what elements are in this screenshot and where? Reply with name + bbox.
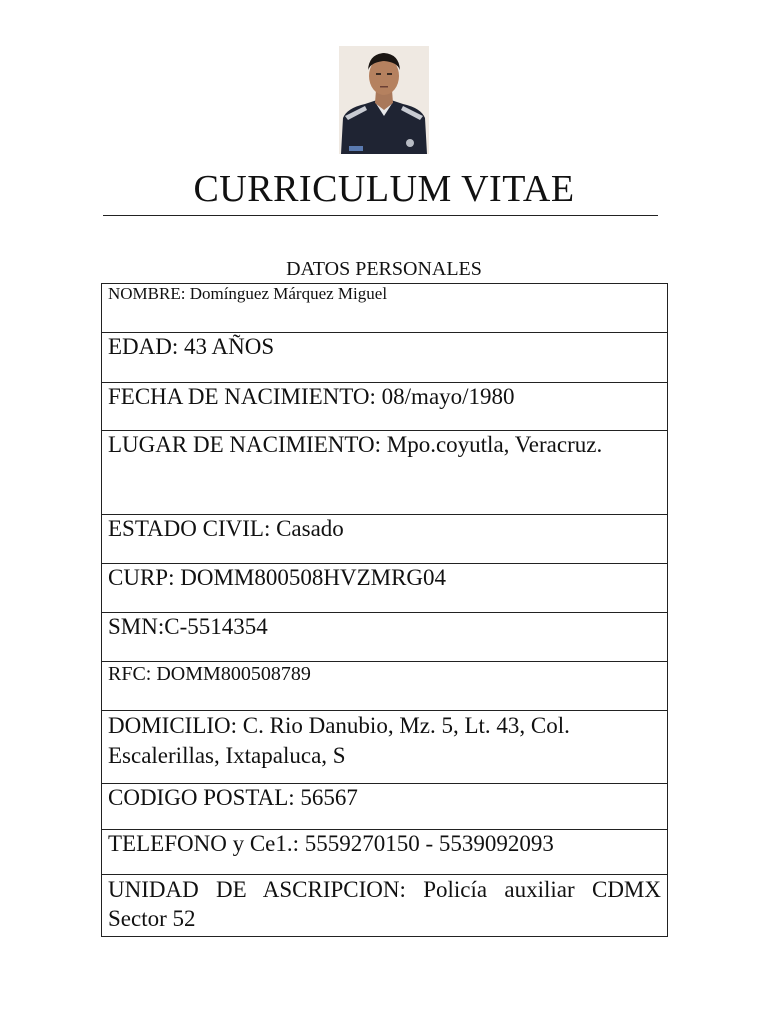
unidad-cell: UNIDAD DE ASCRIPCION: Policía auxiliar CDMX Sector 52 [102,875,668,937]
section-title: DATOS PERSONALES [286,258,482,280]
table-row-estado-civil [102,515,668,564]
table-row-lugar-nacimiento [102,431,668,515]
table-row-unidad [102,875,668,937]
table-row-domicilio [102,711,668,784]
personal-data-table [101,283,668,937]
nombre-cell: NOMBRE: Domínguez Márquez Miguel [102,284,668,333]
estado-civil-cell: ESTADO CIVIL: Casado [102,515,668,564]
table-row-fecha-nacimiento [102,383,668,431]
rfc-cell: RFC: DOMM800508789 [102,662,668,711]
portrait-photo-icon [339,46,429,154]
portrait-photo [339,46,429,154]
table-row-edad [102,333,668,383]
table-row-codigo-postal [102,784,668,830]
codigo-postal-cell: CODIGO POSTAL: 56567 [102,784,668,830]
smn-cell: SMN:C-5514354 [102,613,668,662]
page-title: CURRICULUM VITAE [193,168,575,210]
domicilio-cell: DOMICILIO: C. Rio Danubio, Mz. 5, Lt. 43, Col. Escalerillas, Ixtapaluca, S [102,711,668,784]
edad-cell: EDAD: 43 AÑOS [102,333,668,383]
title-divider [103,215,658,216]
table-row-smn [102,613,668,662]
curp-cell: CURP: DOMM800508HVZMRG04 [102,564,668,613]
lugar-nacimiento-cell: LUGAR DE NACIMIENTO: Mpo.coyutla, Veracruz. [102,431,668,515]
table-row-curp [102,564,668,613]
telefono-cell: TELEFONO y Ce1.: 5559270150 - 5539092093 [102,830,668,875]
table-row-nombre [102,284,668,333]
fecha-nacimiento-cell: FECHA DE NACIMIENTO: 08/mayo/1980 [102,383,668,431]
table-row-rfc [102,662,668,711]
table-row-telefono [102,830,668,875]
